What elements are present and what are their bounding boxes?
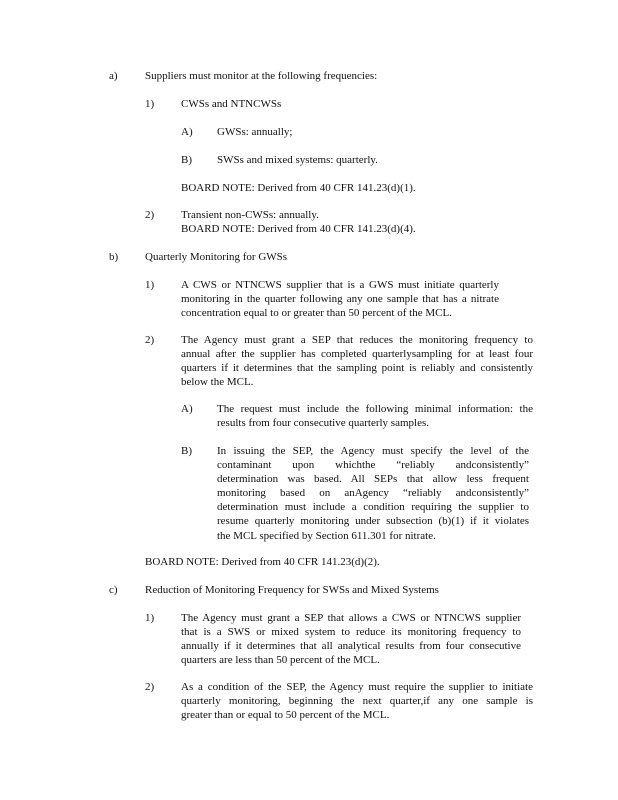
sub-a1b-text: SWSs and mixed systems: quarterly. (217, 154, 378, 166)
paragraph-line: The Agency must grant a SEP that allows a CWS or NTNCWS supplier (181, 612, 521, 624)
paragraph-line: quarterly monitoring, beginning the next quarter,if any one sample is (181, 695, 533, 708)
paragraph-line: As a condition of the SEP, the Agency must require the supplier to initiate (181, 681, 533, 693)
section-b-label: b) (109, 251, 119, 263)
paragraph-line: A CWS or NTNCWS supplier that is a GWS must initiate quarterly (181, 279, 499, 291)
item-b2-label: 2) (145, 334, 155, 346)
paragraph-line: The Agency must grant a SEP that reduces the monitoring frequency to (181, 334, 533, 346)
item-a2-label: 2) (145, 209, 155, 221)
paragraph-line: the MCL specified by Section 611.301 for nitrate. (217, 529, 436, 542)
sub-a1a-text: GWSs: annually; (217, 126, 293, 138)
paragraph-line: greater than or equal to 50 percent of the MCL. (181, 709, 390, 722)
paragraph-line: quarters if it determines that the sampling point is reliably and consistently (181, 362, 533, 375)
paragraph-line: that is a SWS or mixed system to reduce its monitoring frequency to (181, 626, 521, 639)
sub-b2a-paragraph (217, 402, 533, 430)
paragraph-line: quarters are less than 50 percent of the MCL. (181, 654, 380, 667)
board-note-b: BOARD NOTE: Derived from 40 CFR 141.23(d)(2). (145, 556, 380, 568)
paragraph-line: monitoring based on anAgency “reliably andconsistently” (217, 487, 529, 500)
item-c1-label: 1) (145, 612, 155, 624)
paragraph-line: monitoring in the quarter following any one sample that has a nitrate (181, 293, 499, 306)
section-c-heading: Reduction of Monitoring Frequency for SWSs and Mixed Systems (145, 584, 439, 596)
paragraph-line: annually if it determines that all analytical results from four consecutive (181, 640, 521, 653)
paragraph-line: below the MCL. (181, 376, 254, 389)
paragraph-line: determination must include a condition requiring the supplier to (217, 501, 529, 514)
item-a2-text: Transient non-CWSs: annually. (181, 209, 319, 221)
sub-b2b-paragraph (217, 444, 529, 543)
item-c1-paragraph (181, 611, 521, 667)
paragraph-line: determination was based. All SEPs that allow less frequent (217, 473, 529, 486)
section-b-heading: Quarterly Monitoring for GWSs (145, 251, 288, 263)
paragraph-line: The request must include the following minimal information: the (217, 403, 533, 415)
board-note-a1: BOARD NOTE: Derived from 40 CFR 141.23(d)(1). (181, 182, 416, 194)
item-b2-paragraph (181, 333, 533, 389)
item-a1-text: CWSs and NTNCWSs (181, 98, 282, 110)
section-a-label: a) (109, 70, 118, 82)
sub-a1a-label: A) (181, 126, 193, 138)
paragraph-line: results from four consecutive quarterly samples. (217, 417, 429, 430)
board-note-a2: BOARD NOTE: Derived from 40 CFR 141.23(d)(4). (181, 223, 416, 235)
section-a-heading: Suppliers must monitor at the following frequencies: (145, 70, 378, 82)
sub-b2a-label: A) (181, 403, 193, 415)
sub-a1b-label: B) (181, 154, 192, 166)
item-b1-label: 1) (145, 279, 155, 291)
section-c-label: c) (109, 584, 118, 596)
item-b1-paragraph (181, 278, 499, 320)
paragraph-line: contaminant upon whichthe “reliably andconsistently” (217, 459, 529, 472)
item-c2-paragraph (181, 680, 533, 722)
paragraph-line: concentration equal to or greater than 50 percent of the MCL. (181, 307, 452, 320)
paragraph-line: In issuing the SEP, the Agency must specify the level of the (217, 445, 529, 457)
sub-b2b-label: B) (181, 445, 192, 457)
paragraph-line: resume quarterly monitoring under subsection (b)(1) if it violates (217, 515, 529, 528)
paragraph-line: annual after the supplier has completed quarterlysampling for at least four (181, 348, 533, 361)
item-c2-label: 2) (145, 681, 155, 693)
item-a1-label: 1) (145, 98, 155, 110)
